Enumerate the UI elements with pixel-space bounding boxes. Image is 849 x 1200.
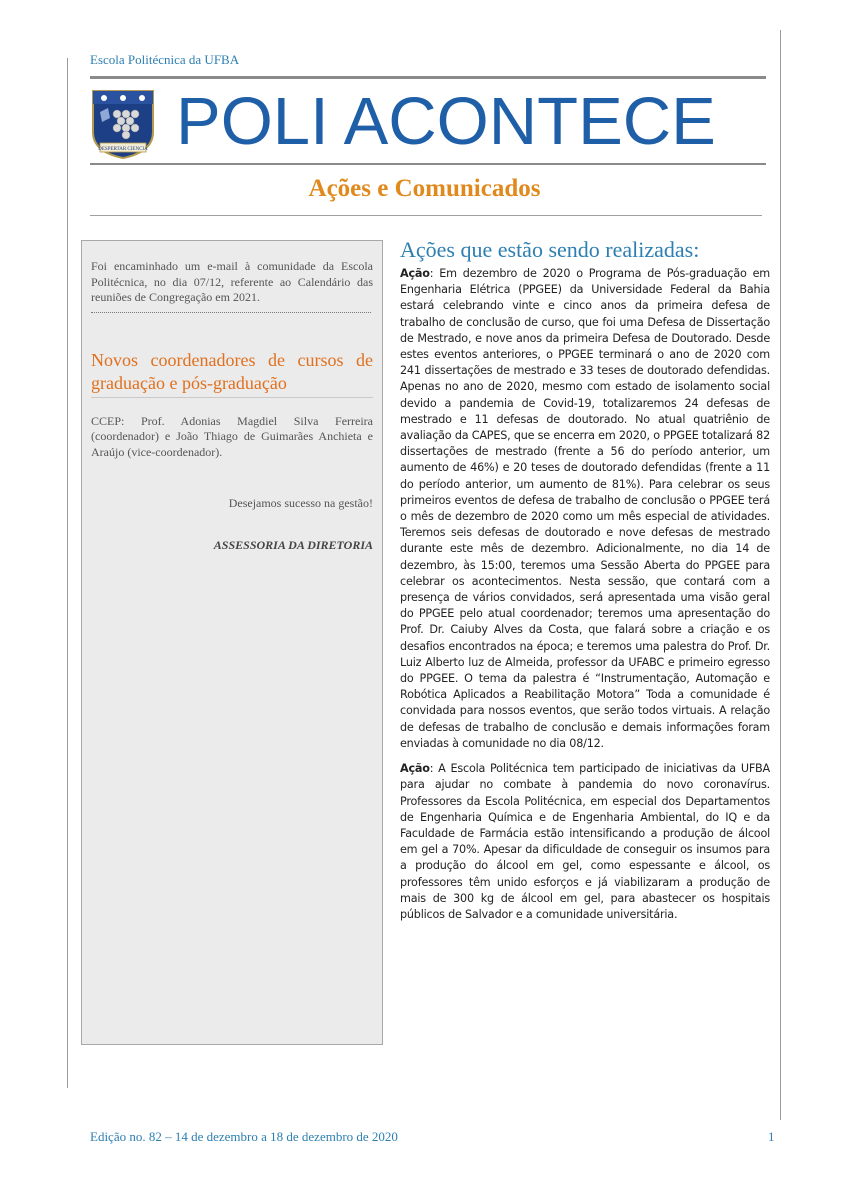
page-border-left xyxy=(67,58,68,1088)
header-divider xyxy=(90,76,766,79)
school-name: Escola Politécnica da UFBA xyxy=(90,52,240,67)
main-column xyxy=(400,236,770,923)
action-label: Ação xyxy=(400,762,430,776)
dotted-separator xyxy=(91,312,371,313)
action-paragraph xyxy=(400,266,770,752)
ufba-crest-logo xyxy=(90,88,156,160)
sidebar-notice: Foi encaminhado um e-mail à comunidade da Escola Politécnica, no dia 07/12, referente ao Calendário das reuniões de Congregação em 2021. xyxy=(91,259,373,304)
sidebar-box xyxy=(81,240,383,1045)
logo-motto: DESPERTAR CIENCIA xyxy=(98,147,148,152)
footer-page-number: 1 xyxy=(768,1129,775,1144)
action-label: Ação xyxy=(400,267,430,280)
sidebar-heading: Novos coordenadores de cursos de graduação e pós-graduação xyxy=(91,349,373,398)
main-heading: Ações que estão sendo realizadas: xyxy=(400,237,700,262)
sidebar-signature: ASSESSORIA DA DIRETORIA xyxy=(213,537,373,552)
section-divider xyxy=(90,215,762,216)
ccep-coordinators: CCEP: Prof. Adonias Magdiel Silva Ferreira (coordenador) e João Thiago de Guimarães Anchieta e Araújo (vice-coordenador). xyxy=(91,413,373,459)
masthead-title: POLI ACONTECE xyxy=(176,84,716,159)
masthead-divider xyxy=(90,163,766,165)
section-title: Ações e Comunicados xyxy=(308,175,541,202)
action-text: : Em dezembro de 2020 o Programa de Pós-graduação em Engenharia Elétrica (PPGEE) da Universidade Federal da Bahia estará celebrando vinte e cinco anos da primeira defesa de trabalho de conclusão de curso, que foi uma Defesa de Dissertação de Mestrado, e nove anos da primeira Defesa de Doutorado. Desde estes eventos anteriores, o PPGEE terminará o ano de 2020 com 241 dissertações de mestrado e 33 teses de doutorado defendidas. Apenas no ano de 2020, mesmo com estado de isolamento social devido a pandemia de Covid-19, totalizaremos 24 defesas de mestrado e 11 defesas de doutorado. No atual quatriênio de avaliação da CAPES, que se encerra em 2020, o PPGEE totalizará 82 dissertações de mestrado (frente a 56 do período anterior, um aumento de 46%) e 20 teses de doutorado defendidas (frente a 11 do período anterior, um aumento de 81%). Para celebrar os seus primeiros eventos de defesa de trabalho de conclusão o PPGEE terá o mês de dezembro de 2020 como um mês especial de atividades. Teremos seis defesas de doutorado e nove defesas de mestrado durante este mês de dezembro. Adicionalmente, no dia 14 de dezembro, às 15:00, teremos uma Sessão Aberta do PPGEE para celebrar os acontecimentos. Nesta sessão, que contará com a presença de vários convidados, será apresentada uma visão geral do PPGEE pelo atual coordenador; teremos uma apresentação do Prof. Dr. Caiuby Alves da Costa, que falará sobre a criação e os desafios encontrados na época; e teremos uma palestra do Prof. Dr. Luiz Alberto luz de Almeida, professor da UFABC e primeiro egresso do PPGEE. O tema da palestra é “Instrumentação, Automação e Robótica Aplicados a Reabilitação Motora” Toda a comunidade é convidada para nossos eventos, que serão todos virtuais. A relação de defesas de trabalho de conclusão e demais informações foram enviadas à comunidade no dia 08/12. xyxy=(400,267,770,750)
sidebar-wish: Desejamos sucesso na gestão! xyxy=(228,496,373,510)
action-text: : A Escola Politécnica tem participado de iniciativas da UFBA para ajudar no combate à pandemia do novo coronavírus. Professores da Escola Politécnica, em especial dos Departamentos de Engenharia Química e de Engenharia Ambiental, do IQ e da Faculdade de Farmácia estão intensificando a produção de álcool em gel a 70%. Apesar da dificuldade de conseguir os insumos para a produção do álcool em gel, como espessante e álcool, os professores têm unido esforços e já viabilizaram a produção de mais de 300 kg de álcool em gel, para abastecer os hospitais públicos de Salvador e a comunidade universitária. xyxy=(400,762,770,921)
action-paragraph xyxy=(400,761,770,923)
footer-edition: Edição no. 82 – 14 de dezembro a 18 de dezembro de 2020 xyxy=(90,1129,398,1144)
